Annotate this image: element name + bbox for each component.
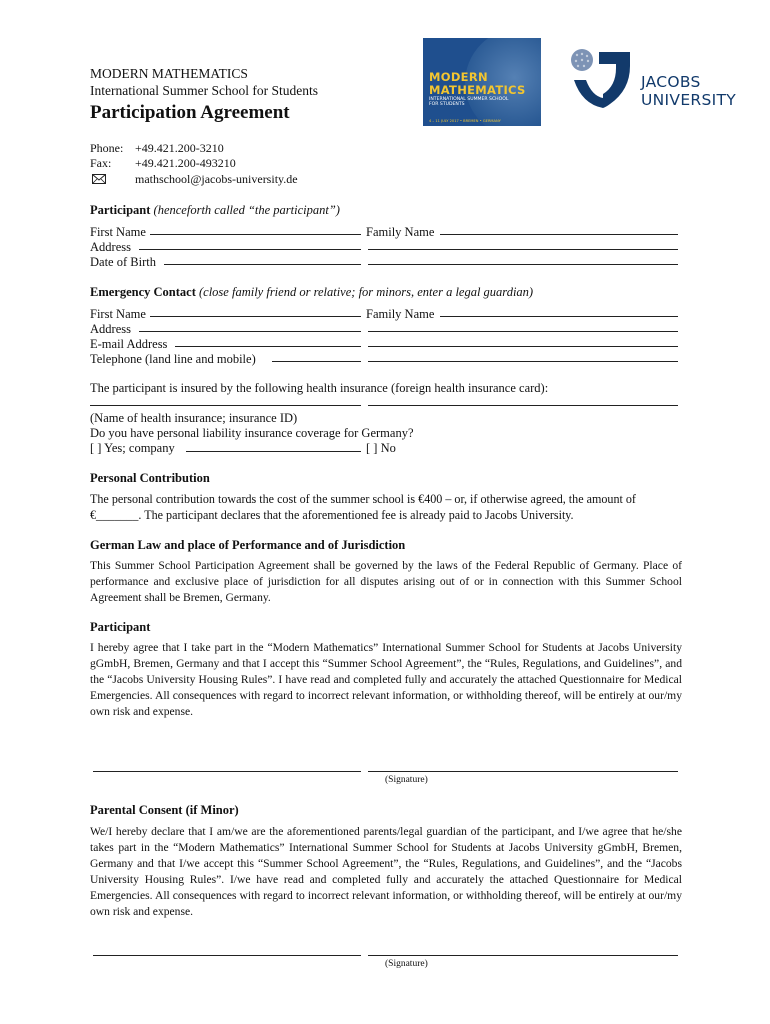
- participant-extra-field[interactable]: [368, 264, 678, 265]
- date-of-birth-field[interactable]: [164, 264, 361, 265]
- emergency-first-name-field[interactable]: [150, 316, 361, 317]
- german-law-heading: German Law and place of Performance and of Jurisdiction: [90, 538, 406, 552]
- liability-yes-option[interactable]: [ ] Yes; company: [90, 441, 175, 455]
- logo-dates: 4 – 11 JULY 2017 • BREMEN • GERMANY: [429, 119, 501, 123]
- first-name-label: First Name: [90, 225, 146, 239]
- emergency-address-label: Address: [90, 322, 131, 336]
- emergency-first-name-label: First Name: [90, 307, 146, 321]
- emergency-address-field-1[interactable]: [139, 331, 361, 332]
- participant-date-line[interactable]: [93, 771, 361, 772]
- logo-line1: MODERN: [429, 70, 488, 84]
- school-subtitle: International Summer School for Students: [90, 83, 318, 98]
- parental-consent-heading: Parental Consent (if Minor): [90, 803, 239, 817]
- email-link[interactable]: mathschool@jacobs-university.de: [135, 172, 298, 186]
- emergency-email-field[interactable]: [175, 346, 361, 347]
- liability-company-field[interactable]: [186, 451, 361, 452]
- first-name-field[interactable]: [150, 234, 361, 235]
- participant-agreement-text: I hereby agree that I take part in the “Modern Mathematics” International Summer School for Students at Jacobs University gGmbH, Bremen, Germany and that I accept this “Summer School Agreement”, the “Rules, Regulations, and Guidelines”, and the “Jacobs University Housing Rules”. I have read and completed fully and accurately the attached Questionnaire for Medical Emergencies. All consequences with regard to incorrect relevant information, or withholding thereof, will be entirely at our/my own risk and expense.: [90, 641, 682, 718]
- family-name-field[interactable]: [440, 234, 678, 235]
- liability-no-option[interactable]: [ ] No: [366, 441, 396, 455]
- personal-contribution-line2: €_______. The participant declares that the aforementioned fee is already paid to Jacobs University.: [90, 508, 574, 522]
- personal-contribution-line1: The personal contribution towards the cost of the summer school is €400 – or, if otherwise agreed, the amount of: [90, 492, 636, 506]
- family-name-label: Family Name: [366, 225, 435, 239]
- insurance-name-field[interactable]: [90, 405, 361, 406]
- emergency-heading-note: (close family friend or relative; for minors, enter a legal guardian): [199, 285, 534, 299]
- insurance-id-field[interactable]: [368, 405, 678, 406]
- participant-signature-label: (Signature): [385, 775, 428, 785]
- address-label: Address: [90, 240, 131, 254]
- page-title: Participation Agreement: [90, 102, 290, 123]
- parent-signature-label: (Signature): [385, 959, 428, 969]
- wordmark-line2: UNIVERSITY: [641, 91, 737, 109]
- logo-line2: MATHEMATICS: [429, 83, 526, 97]
- phone-label: Phone:: [90, 141, 124, 155]
- german-law-text: This Summer School Participation Agreement shall be governed by the laws of the Federal Republic of Germany. Place of performance and exclusive place of jurisdiction for all disputes arising out of or in connection with this Summer School Agreement shall be Bremen, Germany.: [90, 559, 682, 604]
- participant-signature-line[interactable]: [368, 771, 678, 772]
- jacobs-university-emblem: [566, 46, 638, 110]
- parent-signature-line[interactable]: [368, 955, 678, 956]
- emergency-family-name-label: Family Name: [366, 307, 435, 321]
- emergency-telephone-extra-field[interactable]: [368, 361, 678, 362]
- phone-number: +49.421.200-3210: [135, 141, 224, 155]
- participant-agreement-heading: Participant: [90, 620, 151, 634]
- emergency-heading: [90, 285, 533, 300]
- emergency-family-name-field[interactable]: [440, 316, 678, 317]
- participant-heading: [90, 203, 340, 218]
- personal-contribution-heading: Personal Contribution: [90, 471, 210, 485]
- parental-consent-text: We/I hereby declare that I am/we are the aforementioned parents/legal guardian of the participant, and I/we agree that he/she takes part in the “Modern Mathematics” International Summer School for Students at Jacobs University gGmbH, Bremen, Germany and that I/we accept this “Summer School Agreement”, the “Rules, Regulations, and Guidelines”, and the “Jacobs University Housing Rules”. I/we have read and completed fully and accurately the attached Questionnaire for Medical Emergencies. All consequences with regard to incorrect relevant information, or withholding thereof, will be entirely at our/my own risk and expense.: [90, 825, 682, 918]
- logo-subtitle: INTERNATIONAL SUMMER SCHOOL FOR STUDENTS: [429, 97, 509, 108]
- insurance-name-label: (Name of health insurance; insurance ID): [90, 411, 298, 425]
- parent-date-line[interactable]: [93, 955, 361, 956]
- emergency-email-extra-field[interactable]: [368, 346, 678, 347]
- liability-question: Do you have personal liability insurance coverage for Germany?: [90, 426, 414, 440]
- wordmark-line1: JACOBS: [641, 73, 701, 91]
- modern-mathematics-logo: [423, 38, 541, 126]
- emergency-telephone-field[interactable]: [272, 361, 361, 362]
- participant-heading-text: Participant: [90, 203, 151, 217]
- jacobs-university-wordmark: [641, 73, 736, 109]
- envelope-icon: [92, 174, 106, 184]
- fax-label: Fax:: [90, 156, 112, 170]
- date-of-birth-label: Date of Birth: [90, 255, 156, 269]
- school-name: MODERN MATHEMATICS: [90, 66, 248, 81]
- participant-heading-note: (henceforth called “the participant”): [153, 203, 340, 217]
- fax-number: +49.421.200-493210: [135, 156, 236, 170]
- address-field-2[interactable]: [368, 249, 678, 250]
- emergency-address-field-2[interactable]: [368, 331, 678, 332]
- emergency-email-label: E-mail Address: [90, 337, 168, 351]
- insurance-intro: The participant is insured by the following health insurance (foreign health insurance card):: [90, 381, 549, 395]
- emergency-heading-text: Emergency Contact: [90, 285, 196, 299]
- address-field-1[interactable]: [139, 249, 361, 250]
- emergency-telephone-label: Telephone (land line and mobile): [90, 352, 256, 366]
